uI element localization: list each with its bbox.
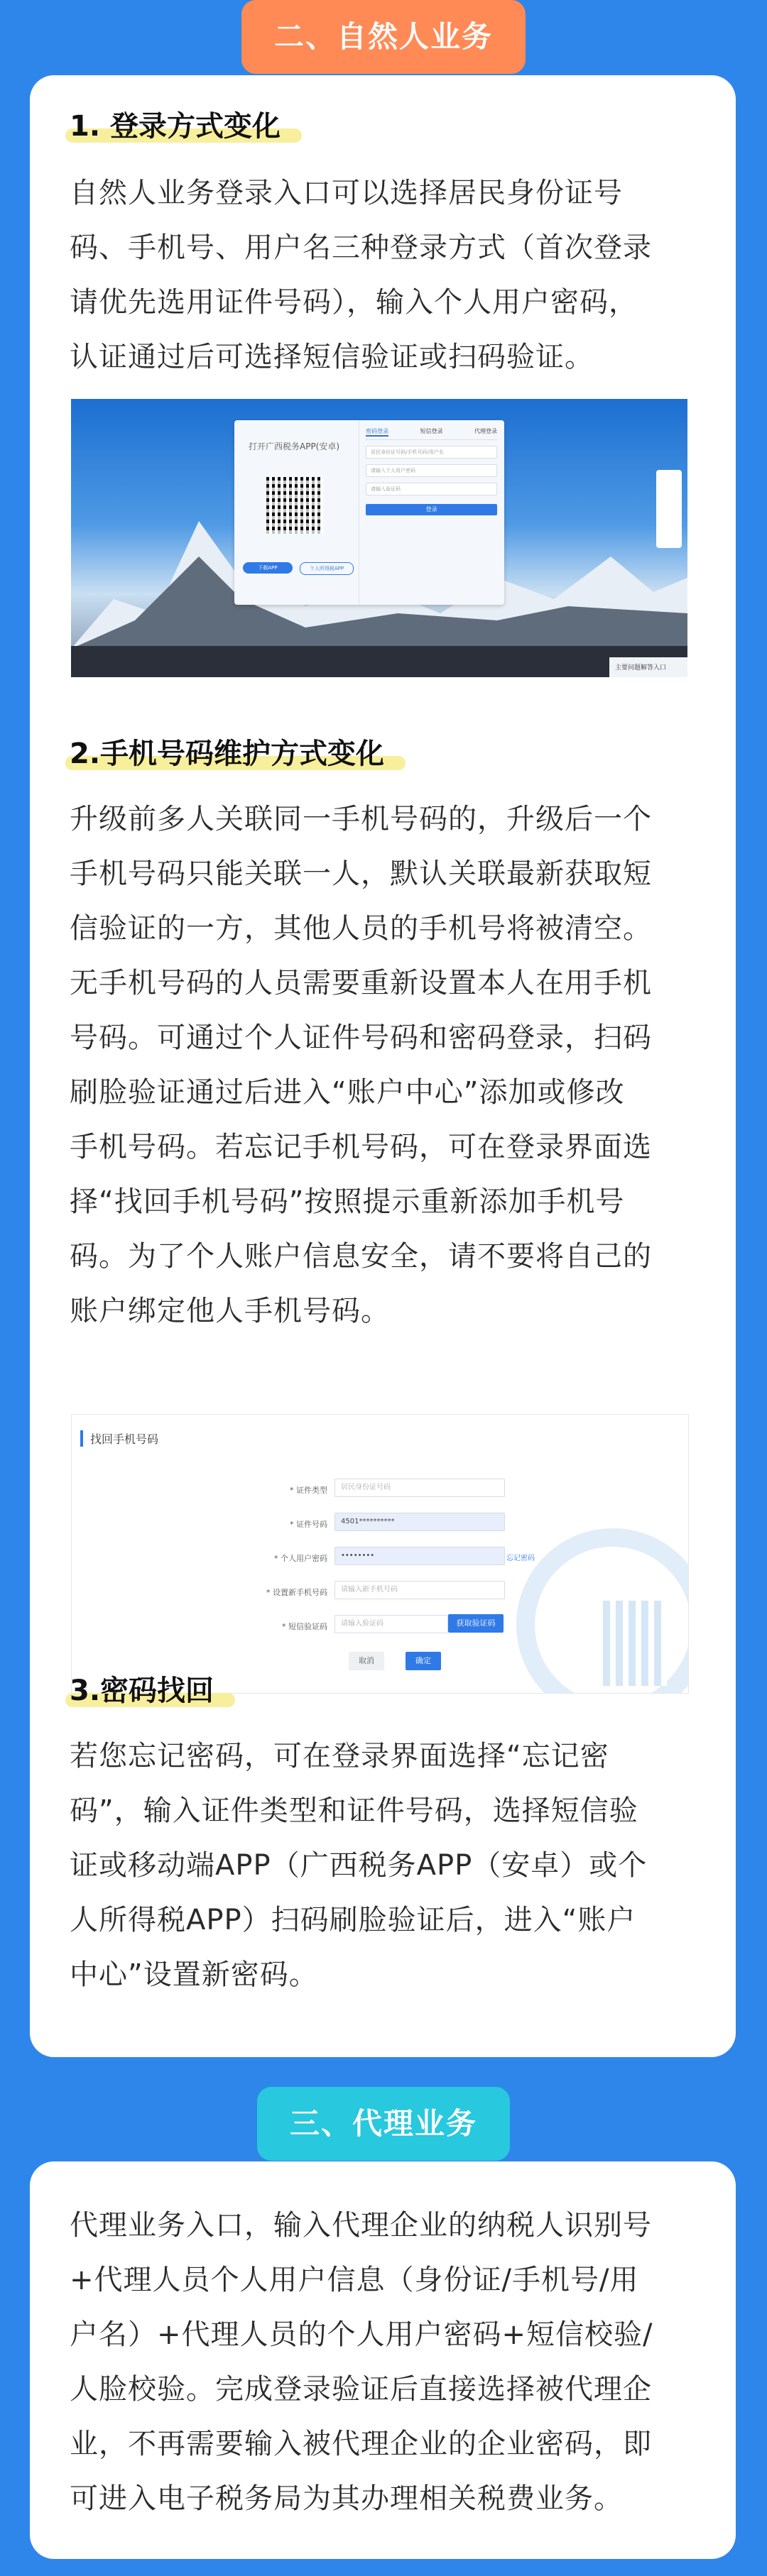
login-button[interactable]: 登录 — [366, 504, 497, 515]
id-type-select[interactable]: 居民身份证号码 — [334, 1479, 505, 1497]
password-label: * 个人用户密码 — [274, 1554, 327, 1563]
heading-password-recovery: 3.密码找回 — [70, 1668, 214, 1709]
section-badge-natural-person: 二、自然人业务 — [241, 0, 526, 74]
sms-code-input[interactable]: 请输入验证码 — [334, 1615, 448, 1633]
tax-app-button[interactable]: 个人所得税APP — [300, 562, 354, 575]
login-box — [234, 420, 504, 605]
login-page-screenshot — [71, 399, 687, 677]
forgot-password-link[interactable]: 忘记密码 — [506, 1555, 535, 1562]
id-number-input[interactable]: 4501********** — [334, 1513, 505, 1531]
id-number-label: * 证件号码 — [290, 1520, 327, 1529]
password-input[interactable]: •••••••• — [334, 1547, 505, 1565]
password-field[interactable]: 请输入个人用户密码 — [366, 464, 497, 477]
paragraph-login-change: 自然人业务登录入口可以选择居民身份证号 码、手机号、用户名三种登录方式（首次登录 请优先选用证件号码），输入个人用户密码， 认证通过后可选择短信验证或扫码验证。 — [70, 177, 652, 373]
login-tabs — [366, 427, 497, 440]
building-watermark — [603, 1601, 667, 1686]
new-phone-label: * 设置新手机号码 — [266, 1588, 327, 1597]
qr-title: 打开广西税务APP(安卓) — [249, 442, 340, 451]
get-code-button[interactable]: 获取验证码 — [448, 1614, 504, 1633]
help-bar[interactable] — [609, 657, 687, 677]
captcha-field[interactable]: 请输入验证码 — [366, 483, 497, 495]
help-text: 主要问题解答入口 — [615, 664, 667, 672]
paragraph-phone-change: 升级前多人关联同一手机号码的，升级后一个 手机号码只能关联一人，默认关联最新获取短 信验证的一方，其他人员的手机号将被清空。 无手机号码的人员需要重新设置本人在用手机 号码。可通过个人证件号码和密码登录，扫码 刷脸验证通过后进入“账户中心”添加或修改 手机号码。若忘记手机号码，可在登录界面选 择“找回手机号码”按照提示重新添加手机号 码。为了个人账户信息安全，请不要将自己的 账户绑定他人手机号码。 — [70, 803, 652, 1327]
tab-password-login[interactable]: 密码登录 — [366, 427, 388, 437]
new-phone-input[interactable]: 请输入新手机号码 — [334, 1581, 505, 1599]
tab-agent-login[interactable]: 代理登录 — [474, 428, 497, 434]
paragraph-password-recovery: 若您忘记密码，可在登录界面选择“忘记密 码”，输入证件类型和证件号码，选择短信验 证或移动端APP（广西税务APP（安卓）或个 人所得税APP）扫码刷脸验证后，进入“账户 中心”设置新密码。 — [70, 1740, 648, 1991]
floating-sidebar — [656, 470, 682, 548]
paragraph-agent: 代理业务入口，输入代理企业的纳税人识别号 +代理人员个人用户信息（身份证/手机号/用 户名）+代理人员的个人用户密码+短信校验/ 人脸校验。完成登录验证后直接选择被代理企 业，不再需要输入被代理企业的企业密码，即 可进入电子税务局为其办理相关税费业务。 — [70, 2209, 653, 2515]
id-type-label: * 证件类型 — [290, 1486, 327, 1495]
download-app-button[interactable]: 下载APP — [243, 562, 293, 574]
sms-code-label: * 短信验证码 — [282, 1622, 327, 1631]
section-card-natural-person — [30, 75, 736, 2057]
confirm-button[interactable]: 确定 — [406, 1652, 441, 1670]
page-footer — [71, 646, 687, 677]
qr-code — [266, 477, 323, 534]
cancel-button[interactable]: 取消 — [349, 1652, 384, 1670]
section-card-agent — [30, 2161, 736, 2559]
section-badge-agent: 三、代理业务 — [257, 2087, 510, 2161]
tab-sms-login[interactable]: 短信登录 — [420, 428, 443, 434]
heading-phone-change: 2.手机号码维护方式变化 — [70, 731, 384, 772]
recover-phone-screenshot — [71, 1414, 689, 1694]
heading-login-change: 1. 登录方式变化 — [70, 104, 281, 144]
account-field[interactable]: 居民身份证号码/手机号码/用户名 — [366, 446, 497, 459]
recover-title: 找回手机号码 — [80, 1430, 158, 1447]
